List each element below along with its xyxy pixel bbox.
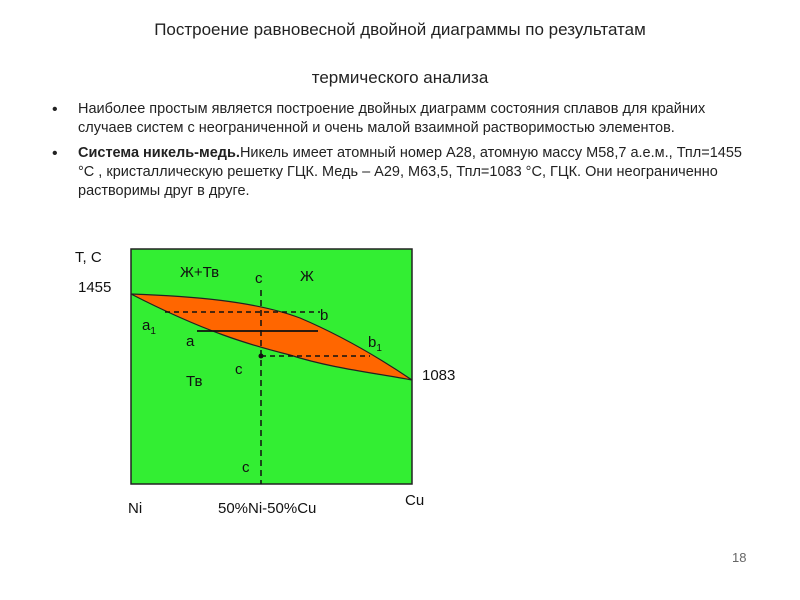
x-right-label: Cu [405, 492, 425, 509]
bullet-bold-text: Система никель-медь. [78, 145, 240, 161]
point-c-marker [259, 354, 264, 359]
bullet-dot-icon: • [52, 145, 58, 162]
bullet-dot-icon: • [52, 101, 58, 118]
bullet-text: Никель имеет атомный номер А28, атомную массу М58,7 а.е.м., Тпл=1455 °С , кристаллическую решетку ГЦК. Медь – А29, М63,5, Тпл=1083 °С, ГЦК. Они неограниченно растворимы друг в друге. [78, 145, 742, 199]
point-c-mid-label: с [235, 361, 243, 378]
slide-title-line2: термического анализа [311, 68, 489, 87]
temp-right-label: 1083 [422, 367, 456, 384]
point-a-label: а [186, 333, 195, 350]
region-solid-label: Тв [186, 373, 203, 390]
point-a1-label: $а_1$ [142, 317, 156, 337]
x-left-label: Ni [128, 500, 143, 517]
x-mid-label: 50%Ni-50%Cu [218, 500, 317, 517]
point-c-top-label: с [255, 270, 263, 287]
region-liquid-label: Ж [300, 268, 314, 285]
point-b-label: b [320, 307, 329, 324]
region-two-phase-label: Ж+Тв [180, 264, 220, 281]
axis-label: Т, С [75, 249, 102, 266]
point-b1-label: $b_1$ [368, 334, 382, 354]
page-number: 18 [732, 550, 747, 565]
slide-title-line1: Построение равновесной двойной диаграммы по результатам [154, 20, 646, 39]
temp-left-label: 1455 [78, 279, 112, 296]
point-c-bottom-label: с [242, 459, 250, 476]
bullet-text: Наиболее простым является построение двойных диаграмм состояния сплавов для крайних случаев систем с неограниченной и очень малой взаимной растворимостью элементов. [78, 101, 706, 136]
